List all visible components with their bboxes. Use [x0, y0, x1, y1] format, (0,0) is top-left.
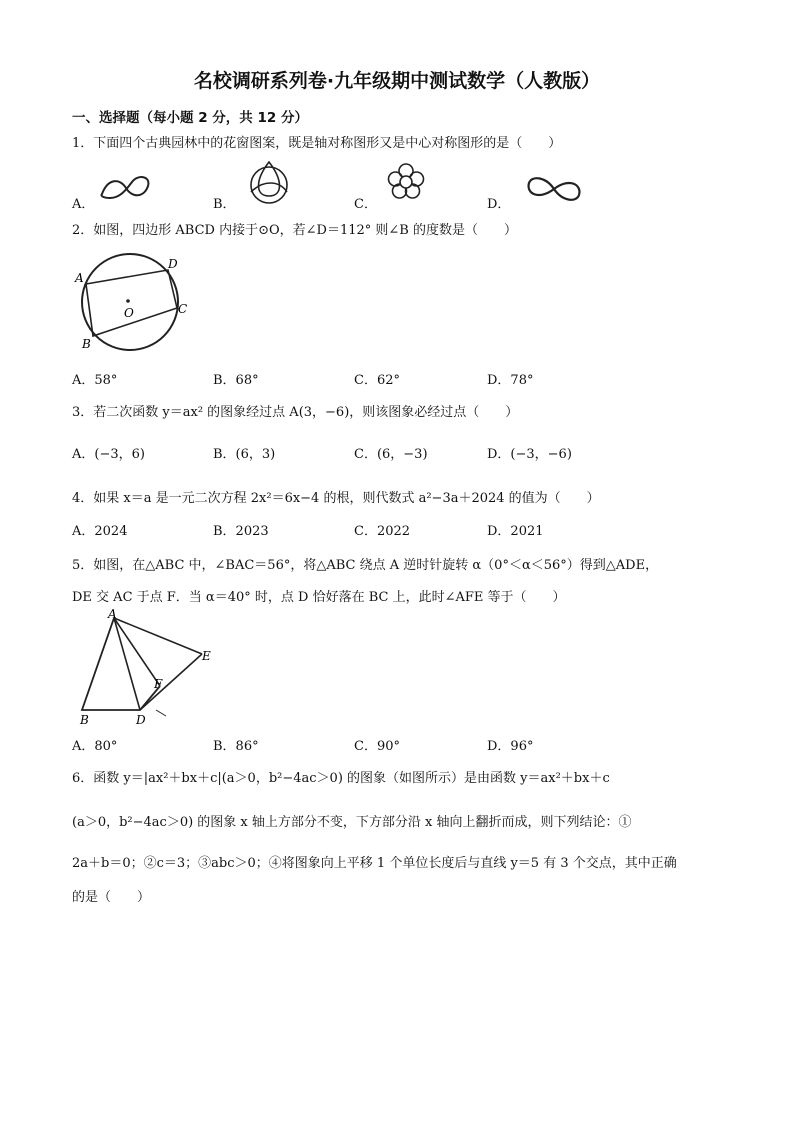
q5-label-a: A	[108, 607, 117, 621]
q1-option-b: B．	[213, 197, 236, 212]
q2-label-c: C	[178, 302, 188, 316]
q4-option-c: C．2022	[354, 524, 411, 539]
q2-option-a: A．58°	[72, 373, 118, 388]
window-pattern-a	[98, 172, 154, 204]
q5-option-c: C．90°	[354, 739, 400, 754]
q3-option-b: B．(6，3)	[213, 447, 276, 462]
q4-option-a: A．2024	[72, 524, 128, 539]
q2-label-b: B	[82, 337, 91, 351]
q3-option-a: A．(−3，6)	[72, 447, 145, 462]
window-pattern-d	[526, 173, 582, 205]
q1-option-d: D．	[487, 197, 511, 212]
q5-option-b: B．86°	[213, 739, 259, 754]
question-2-text: 2．如图，四边形 ABCD 内接于⊙O，若∠D＝112° 则∠B 的度数是（ ）	[72, 223, 517, 238]
question-5-line-1: 5．如图，在△ABC 中，∠BAC＝56°，将△ABC 绕点 A 逆时针旋转 α（0°＜α＜56°）得到△ADE，	[72, 558, 659, 573]
q4-option-b: B．2023	[213, 524, 269, 539]
q3-option-c: C．(6，−3)	[354, 447, 428, 462]
q2-option-c: C．62°	[354, 373, 400, 388]
q2-label-o: O	[124, 306, 134, 320]
question-5-line-2: DE 交 AC 于点 F．当 α＝40° 时，点 D 恰好落在 BC 上，此时∠AFE 等于（ ）	[72, 590, 566, 605]
q1-option-c: C．	[354, 197, 377, 212]
window-pattern-b	[245, 158, 293, 206]
question-3-text: 3．若二次函数 y＝ax² 的图象经过点 A(3，−6)，则该图象必经过点（ ）	[72, 405, 519, 420]
q5-label-e: E	[202, 649, 211, 663]
q2-label-d: D	[168, 257, 178, 271]
q5-option-d: D．96°	[487, 739, 534, 754]
question-4-text: 4．如果 x＝a 是一元二次方程 2x²＝6x−4 的根，则代数式 a²−3a＋2024 的值为（ ）	[72, 491, 600, 506]
q4-option-d: D．2021	[487, 524, 544, 539]
question-6-line-4: 的是（ ）	[72, 890, 151, 905]
q5-label-d: D	[136, 713, 146, 727]
section-heading: 一、选择题（每小题 2 分，共 12 分）	[72, 110, 308, 126]
page-title: 名校调研系列卷·九年级期中测试数学（人教版）	[193, 70, 601, 92]
q5-label-b: B	[80, 713, 89, 727]
q1-option-a: A．	[72, 197, 95, 212]
q2-label-a: A	[75, 271, 84, 285]
question-1-text: 1．下面四个古典园林中的花窗图案，既是轴对称图形又是中心对称图形的是（ ）	[72, 136, 562, 151]
question-6-line-2: (a＞0，b²−4ac＞0) 的图象 x 轴上方部分不变，下方部分沿 x 轴向上翻折而成，则下列结论：①	[72, 815, 632, 830]
q2-circle-figure	[70, 246, 194, 356]
q5-triangle-figure	[72, 606, 222, 728]
window-pattern-c	[386, 162, 426, 202]
question-6-line-3: 2a＋b＝0；②c＝3；③abc＞0；④将图象向上平移 1 个单位长度后与直线 y＝5 有 3 个交点，其中正确	[72, 856, 677, 871]
q5-option-a: A．80°	[72, 739, 118, 754]
q2-option-b: B．68°	[213, 373, 259, 388]
q3-option-d: D．(−3，−6)	[487, 447, 572, 462]
q2-option-d: D．78°	[487, 373, 534, 388]
q5-label-f: F	[154, 677, 163, 691]
question-6-line-1: 6．函数 y＝|ax²＋bx＋c|(a＞0，b²−4ac＞0) 的图象（如图所示）是由函数 y＝ax²＋bx＋c	[72, 771, 610, 786]
